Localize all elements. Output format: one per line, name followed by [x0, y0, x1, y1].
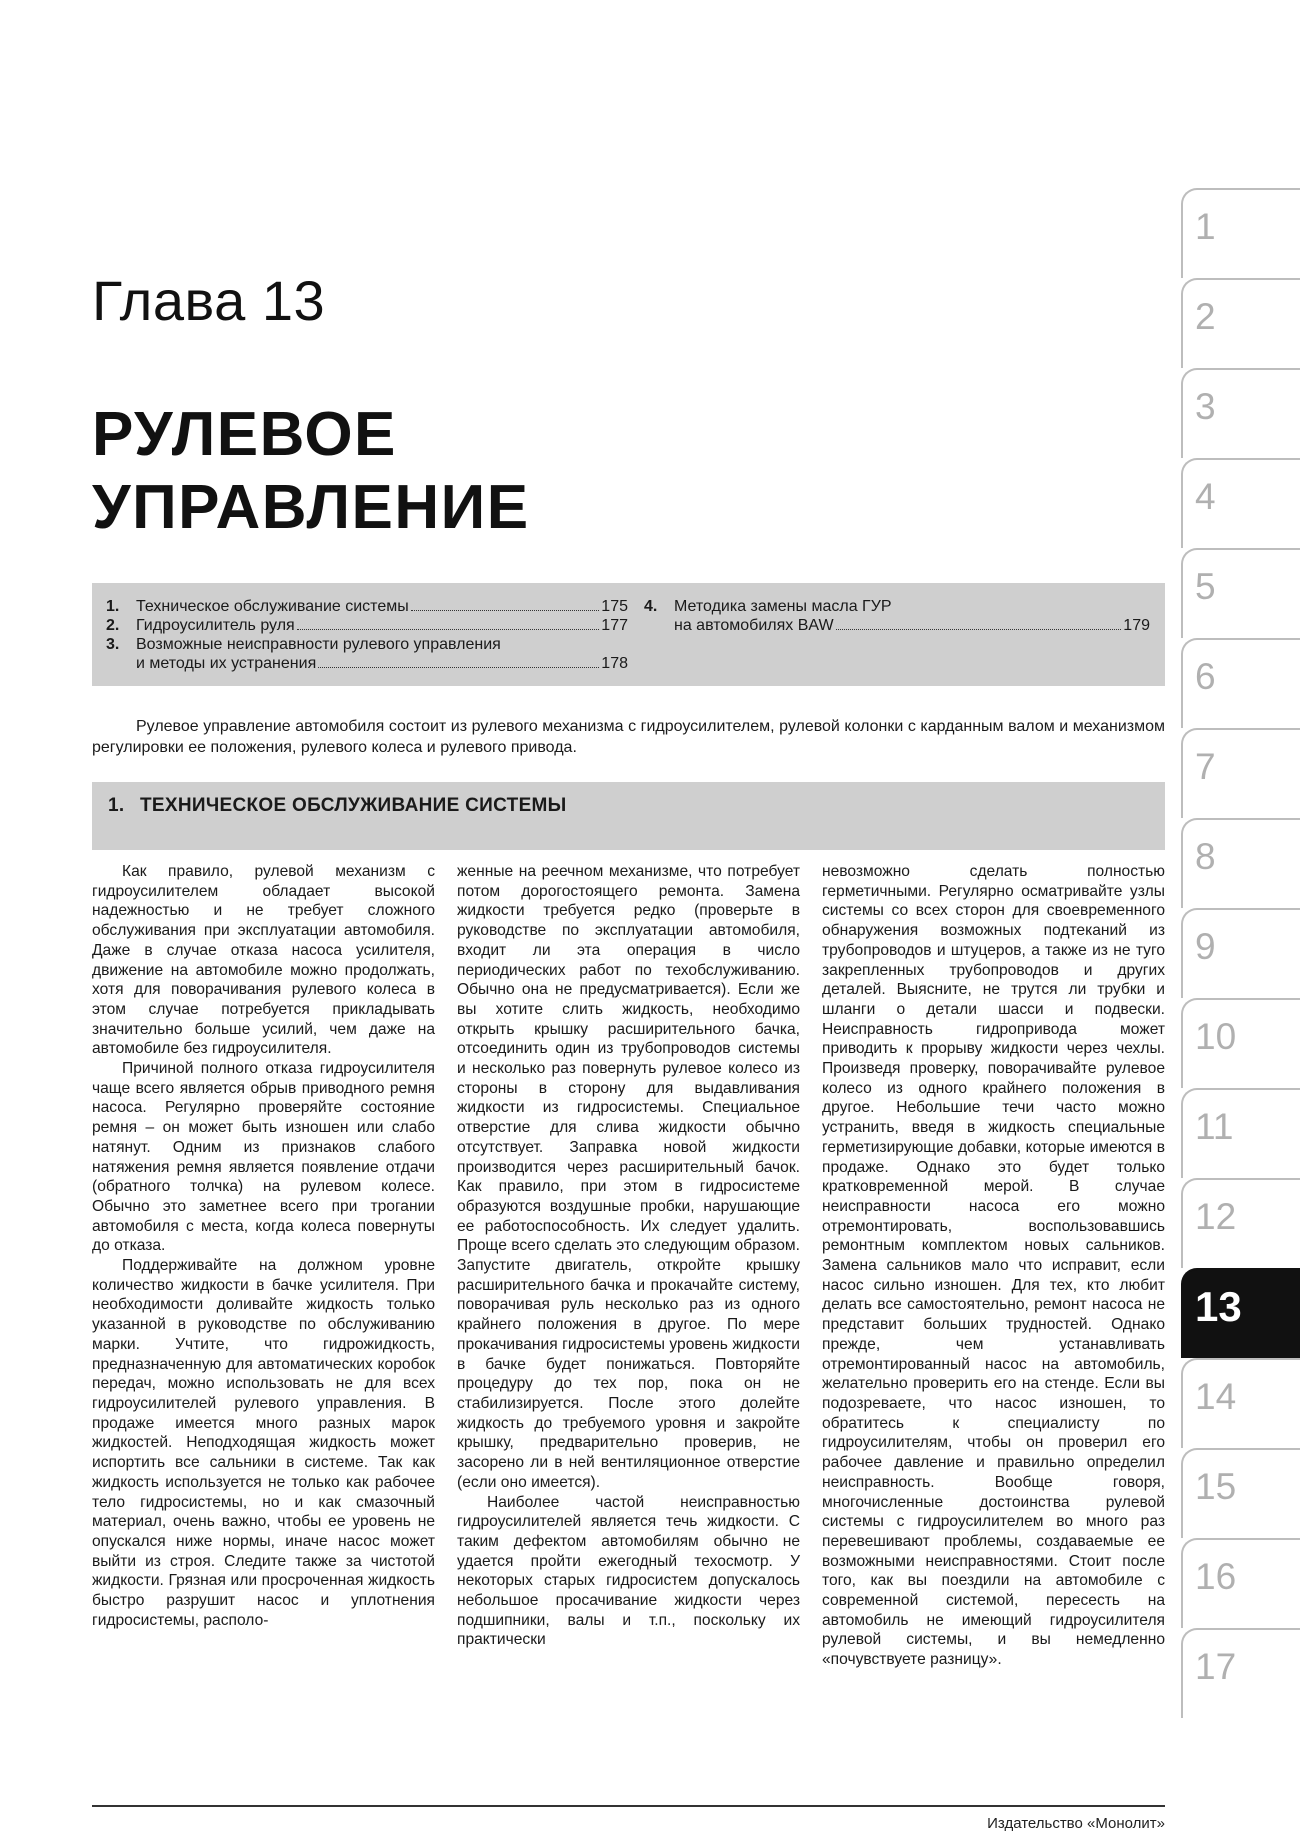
chapter-tab-7[interactable]: 7 [1181, 728, 1300, 818]
paragraph: Причиной полного отказа гидроусилителя чаще всего является обрыв приводного ремня насоса. Регулярно проверяйте состояние ремня – он может быть изношен или слабо натянут. Одним из признаков слабого натяжения ремня является появление отдачи (обратного толчка) на рулевом колесе. Обычно это заметнее всего при трогании автомобиля с места, когда колеса повернуты до отказа. [92, 1060, 435, 1255]
toc-item[interactable] [644, 597, 1150, 635]
chapter-tab-4[interactable]: 4 [1181, 458, 1300, 548]
publisher-footer: Издательство «Монолит» [987, 1815, 1165, 1832]
toc-item[interactable] [106, 635, 628, 673]
toc-item[interactable] [106, 597, 628, 616]
toc-item-number: 1. [106, 598, 120, 615]
section-heading [92, 782, 1165, 850]
toc-item-page: 179 [1123, 617, 1150, 634]
chapter-tab-9[interactable]: 9 [1181, 908, 1300, 998]
paragraph: Наиболее частой неисправностью гидроусилителей является течь жидкости. С таким дефектом автомобилям обычно не удается пройти ежегодный техосмотр. У некоторых старых гидросистем допускалось небольшое просачивание жидкости через подшипники, валы и т.п., поскольку их практически [457, 1493, 800, 1649]
toc-column-right [644, 597, 1150, 635]
toc-item-page: 178 [601, 655, 628, 672]
chapter-tab-13-active[interactable]: 13 [1181, 1268, 1300, 1358]
chapter-title [92, 398, 530, 544]
section-title: ТЕХНИЧЕСКОЕ ОБСЛУЖИВАНИЕ СИСТЕМЫ [140, 795, 567, 816]
chapter-tab-17[interactable]: 17 [1181, 1628, 1300, 1718]
toc-item-title: Техническое обслуживание системы [136, 598, 409, 615]
chapter-tab-6[interactable]: 6 [1181, 638, 1300, 728]
chapter-title-line-1: РУЛЕВОЕ [92, 400, 397, 469]
chapter-tab-8[interactable]: 8 [1181, 818, 1300, 908]
chapter-tab-3[interactable]: 3 [1181, 368, 1300, 458]
toc-item-number: 2. [106, 617, 120, 634]
toc-item-title: Гидроусилитель руля [136, 617, 295, 634]
text-column-3 [822, 862, 1165, 1670]
toc-item-page: 177 [601, 617, 628, 634]
chapter-tab-10[interactable]: 10 [1181, 998, 1300, 1088]
toc-item-page: 175 [601, 598, 628, 615]
chapter-label: Глава 13 [92, 269, 326, 332]
toc-item-title: Методика замены масла ГУР [674, 598, 892, 615]
chapter-tab-11[interactable]: 11 [1181, 1088, 1300, 1178]
paragraph: женные на реечном механизме, что потребует потом дорогостоящего ремонта. Замена жидкости требуется редко (проверьте в руководстве по эксплуатации автомобиля, входит ли эта операция в число периодических работ по техобслуживанию. Обычно она не предусматривается). Если же вы хотите слить жидкость, необходимо открыть крышку расширительного бачка, отсоединить один из трубопроводов системы и несколько раз повернуть рулевое колесо из стороны в сторону для выдавливания жидкости из гидросистемы. Специальное отверстие для слива жидкости обычно отсутствует. Заправка новой жидкости производится через расширительный бачок. Как правило, при этом в гидросистеме образуются воздушные пробки, нарушающие ее работоспособность. Их следует удалить. Проще всего сделать это следующим образом. Запустите двигатель, откройте крышку расширительного бачка и прокачайте систему, поворачивая руль несколько раз из одного крайнего положения в другое. По мере прокачивания гидросистемы уровень жидкости в бачке будет понижаться. Повторяйте процедуру до тех пор, пока он не стабилизируется. После этого долейте жидкость до требуемого уровня и закройте крышку, предварительно проверив, не засорено ли в ней вентиляционное отверстие (если оно имеется). [457, 863, 800, 1491]
text-column-1 [92, 862, 435, 1630]
chapter-title-line-2: УПРАВЛЕНИЕ [92, 473, 530, 542]
paragraph: Как правило, рулевой механизм с гидроусилителем обладает высокой надежностью и не требует сложного обслуживания при эксплуатации автомобиля. Даже в случае отказа насоса усилителя, движение на автомобиле можно продолжать, хотя для поворачивания рулевого колеса в этом случае потребуется прикладывать значительно больше усилий, чем даже на автомобиле без гидроусилителя. [92, 863, 435, 1058]
chapter-tab-14[interactable]: 14 [1181, 1358, 1300, 1448]
chapter-tab-1[interactable]: 1 [1181, 188, 1300, 278]
chapter-tab-12[interactable]: 12 [1181, 1178, 1300, 1268]
paragraph: Поддерживайте на должном уровне количество жидкости в бачке усилителя. При необходимости доливайте жидкость только указанной в руководстве по обслуживанию марки. Учтите, что гидрожидкость, предназначенную для автоматических коробок передач, можно использовать не для всех гидроусилителей рулевого управления. В продаже имеется много разных марок жидкостей. Неподходящая жидкость может испортить все сальники в системе. Так как жидкость используется не только как рабочее тело гидросистемы, но и как смазочный материал, очень важно, чтобы ее уровень не опускался ниже нормы, иначе насос может выйти из строя. Следите также за чистотой жидкости. Грязная или просроченная жидкость быстро разрушит насос и уплотнения гидросистемы, располо- [92, 1257, 435, 1629]
toc-item-number: 3. [106, 636, 120, 653]
toc-item-title-cont: на автомобилях BAW [674, 617, 834, 634]
footer-rule [92, 1805, 1165, 1807]
toc-item[interactable] [106, 616, 628, 635]
toc-item-title-cont: и методы их устранения [136, 655, 317, 672]
chapter-tab-15[interactable]: 15 [1181, 1448, 1300, 1538]
toc-item-title: Возможные неисправности рулевого управления [136, 636, 501, 653]
text-column-2 [457, 862, 800, 1650]
paragraph: невозможно сделать полностью герметичными. Регулярно осматривайте узлы системы со всех сторон для своевременного обнаружения возможных подтеканий из трубопроводов и штуцеров, а также из не туго закрепленных трубопроводов и других деталей. Выясните, не трутся ли трубки и шланги о детали шасси и подвески. Неисправность гидропривода может приводить к прорыву жидкости через чехлы. Произведя проверку, поворачивайте рулевое колесо из одного крайнего положения в другое. Небольшие течи часто можно устранить, введя в жидкость специальные герметизирующие добавки, которые имеются в продаже. Однако это будет только кратковременной мерой. В случае неисправности насоса его можно отремонтировать, воспользовавшись ремонтным комплектом новых сальников. Замена сальников мало что исправит, если насос сильно изношен. Для тех, кто любит делать все самостоятельно, ремонт насоса не представит больших трудностей. Однако прежде, чем устанавливать отремонтированный насос на автомобиль, желательно проверить его на стенде. Если вы подозреваете, что насос изношен, то обратитесь к специалисту по гидроусилителям, чтобы он проверил его рабочее давление и правильно определил неисправность. Вообще говоря, многочисленные достоинства рулевой системы с гидроусилителем во много раз перевешивают проблемы, создаваемые ее возможными неисправностями. Стоит после того, как вы поездили на автомобиле с современной системой, пересесть на автомобиль не имеющий гидроусилителя рулевой системы, и вы немедленно «почувствуете разницу». [822, 863, 1165, 1669]
intro-paragraph: Рулевое управление автомобиля состоит из рулевого механизма с гидроусилителем, рулевой колонки с карданным валом и механизмом регулировки ее положения, рулевого колеса и рулевого привода. [92, 718, 1165, 756]
chapter-tab-16[interactable]: 16 [1181, 1538, 1300, 1628]
toc-item-number: 4. [644, 598, 658, 615]
table-of-contents [92, 583, 1165, 686]
chapter-tab-2[interactable]: 2 [1181, 278, 1300, 368]
section-number: 1. [108, 795, 125, 816]
toc-column-left [106, 597, 628, 673]
chapter-tab-5[interactable]: 5 [1181, 548, 1300, 638]
chapter-tabs [1181, 188, 1300, 1718]
